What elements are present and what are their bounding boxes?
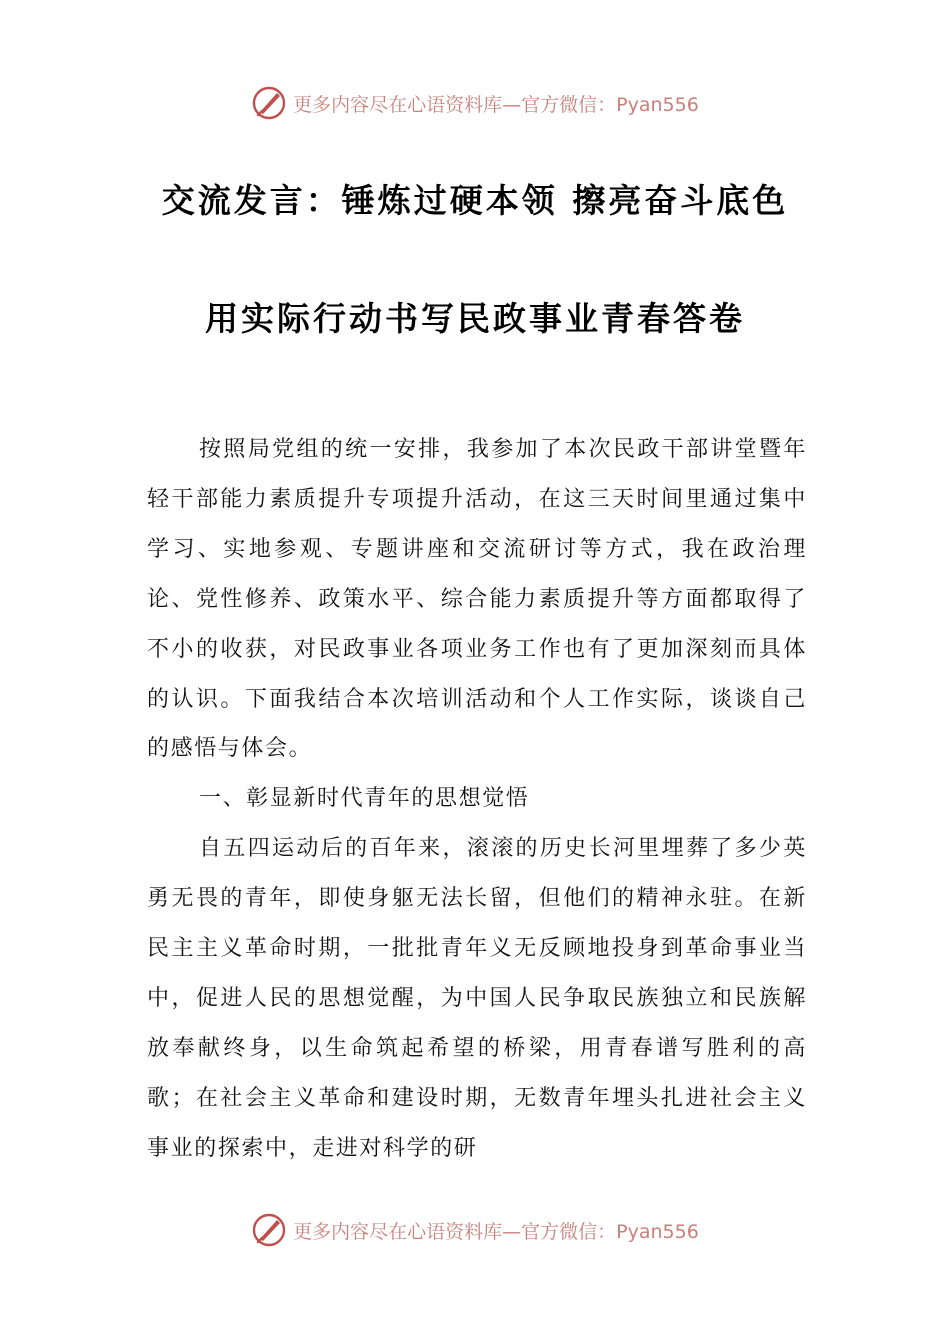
watermark-banner-bottom [0, 1210, 950, 1250]
watermark-text: 更多内容尽在心语资料库—官方微信：Pyan556 [293, 93, 699, 116]
body-paragraph: 自五四运动后的百年来，滚滚的历史长河里埋葬了多少英勇无畏的青年，即使身躯无法长留，但他们的精神永驻。在新民主主义革命时期，一批批青年义无反顾地投身到革命事业当中，促进人民的思想觉醒，为中国人民争取民族独立和民族解放奉献终身，以生命筑起希望的桥梁，用青春谱写胜利的高歌；在社会主义革命和建设时期，无数青年埋头扎进社会主义事业的探索中，走进对科学的研 [147, 836, 807, 1161]
watermark-text: 更多内容尽在心语资料库—官方微信：Pyan556 [293, 1220, 699, 1243]
document-subtitle: 用实际行动书写民政事业青春答卷 [205, 299, 745, 338]
body-paragraph: 按照局党组的统一安排，我参加了本次民政干部讲堂暨年轻干部能力素质提升专项提升活动，在这三天时间里通过集中学习、实地参观、专题讲座和交流研讨等方式，我在政治理论、党性修养、政策水平、综合能力素质提升等方面都取得了不小的收获，对民政事业各项业务工作也有了更加深刻而具体的认识。下面我结合本次培训活动和个人工作实际，谈谈自己的感悟与体会。 [147, 437, 807, 762]
quill-logo-icon [251, 1212, 287, 1248]
document-title: 交流发言：锤炼过硬本领 擦亮奋斗底色 [161, 181, 789, 220]
watermark-banner-top [0, 83, 950, 123]
document-body [147, 425, 807, 1174]
quill-logo-icon [251, 85, 287, 121]
section-heading: 一、彰显新时代青年的思想觉悟 [199, 786, 530, 812]
